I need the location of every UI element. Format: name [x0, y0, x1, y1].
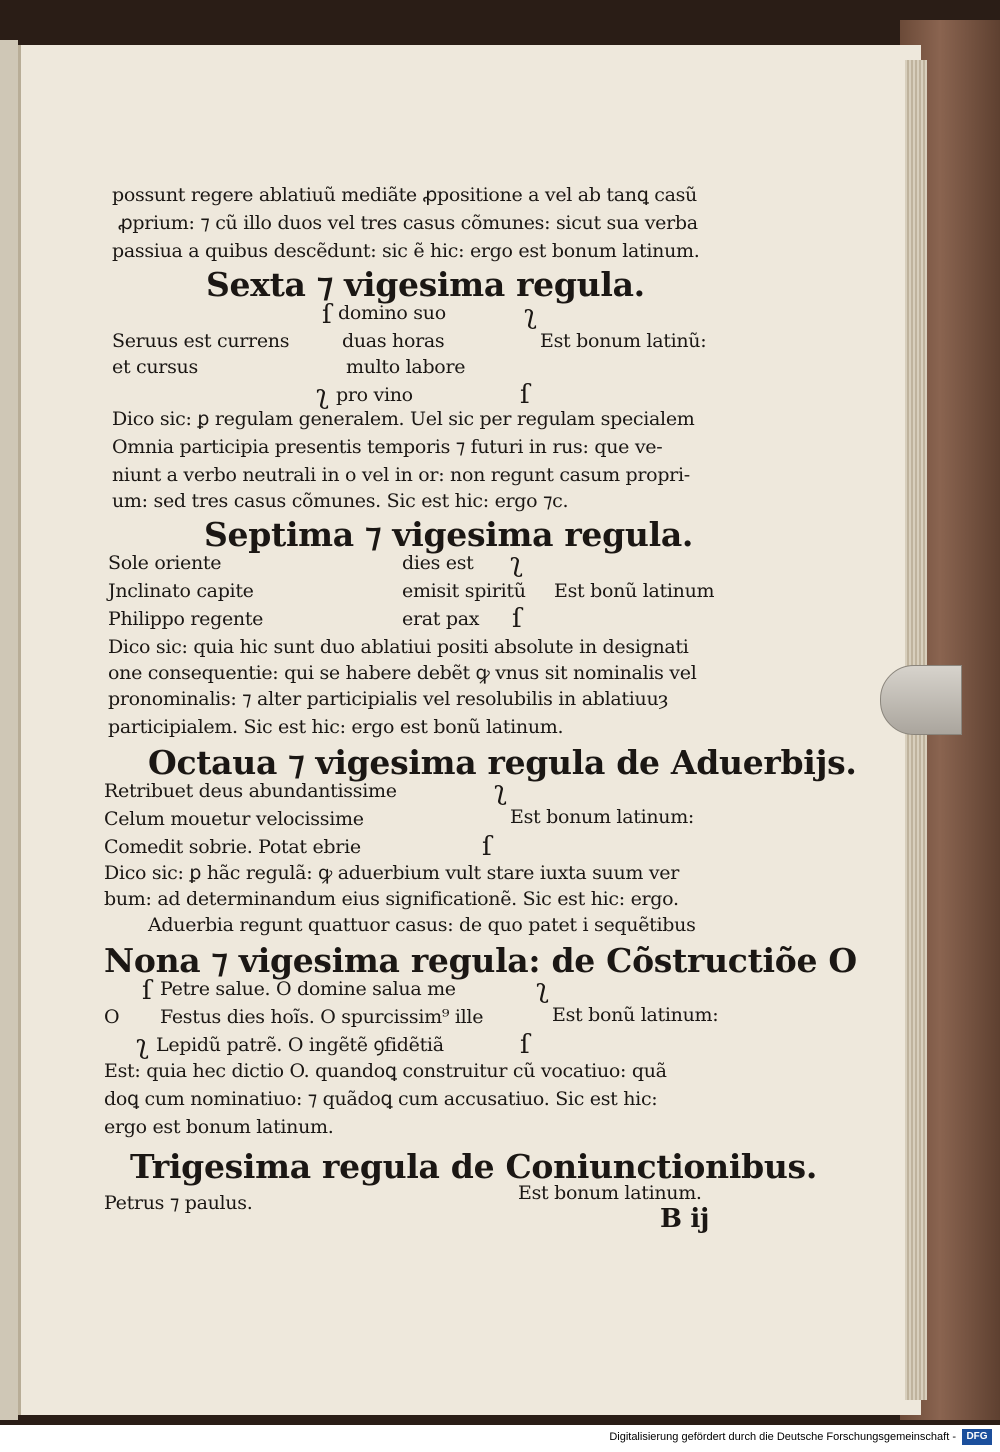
- text-line: doꝗ cum nominatiuo: ⁊ quãdoꝗ cum accusatiuo. Sic est hic:: [104, 1088, 658, 1110]
- text-line: domino suo: [338, 302, 446, 324]
- text-line: Petre salue. O domine salua me: [160, 978, 456, 1000]
- brace-symbol: ʅ: [536, 974, 549, 1004]
- text-line: bum: ad determinandum eius significationẽ. Sic est hic: ergo.: [104, 888, 679, 910]
- text-line: Retribuet deus abundantissime: [104, 780, 397, 802]
- section-heading: Sexta ⁊ vigesima regula.: [206, 265, 645, 304]
- text-line: one consequentie: qui se habere debẽt ꝙ vnus sit nominalis vel: [108, 662, 697, 684]
- text-line: Lepidũ patrẽ. O ingẽtẽ ꝯfidẽtiã: [156, 1034, 444, 1056]
- brace-symbol: ʅ: [524, 300, 537, 330]
- text-line: Festus dies hoĩs. O spurcissim⁹ ille: [160, 1006, 484, 1028]
- page-clip: [880, 665, 962, 735]
- text-line: duas horas: [342, 330, 445, 352]
- text-line: Est bonum latinum:: [510, 806, 695, 828]
- brace-symbol: ʅ: [136, 1030, 149, 1060]
- text-line: O: [104, 1006, 120, 1028]
- text-line: emisit spiritũ: [402, 580, 526, 602]
- text-line: niunt a verbo neutrali in o vel in or: non regunt casum propri-: [112, 464, 690, 486]
- text-line: Est bonum latinũ:: [540, 330, 707, 352]
- text-line: dies est: [402, 552, 474, 574]
- text-line: pronominalis: ⁊ alter participialis vel resolubilis in ablatiuuȝ: [108, 688, 669, 710]
- text-line: multo labore: [346, 356, 466, 378]
- text-line: participialem. Sic est hic: ergo est bonũ latinum.: [108, 716, 564, 738]
- footer-bar: [0, 1425, 1000, 1452]
- section-heading: Nona ⁊ vigesima regula: de Cõstructiõe O: [104, 941, 857, 980]
- text-line: et cursus: [112, 356, 198, 378]
- brace-symbol: ʅ: [510, 548, 523, 578]
- text-line: erat pax: [402, 608, 480, 630]
- text-line: Sole oriente: [108, 552, 222, 574]
- text-line: ꝓprium: ⁊ cũ illo duos vel tres casus cõmunes: sicut sua verba: [118, 212, 698, 234]
- brace-symbol: ʅ: [316, 380, 329, 410]
- text-line: Philippo regente: [108, 608, 264, 630]
- brace-symbol: ſ: [512, 604, 522, 634]
- text-line: Dico sic: ꝑ regulam generalem. Uel sic per regulam specialem: [112, 408, 695, 430]
- text-line: pro vino: [336, 384, 413, 406]
- brace-symbol: ſ: [520, 380, 530, 410]
- text-line: possunt regere ablatiuũ mediãte ꝓpositione a vel ab tanꝗ casũ: [112, 184, 697, 206]
- text-line: Est bonũ latinum:: [552, 1004, 719, 1026]
- section-heading: Trigesima regula de Coniunctionibus.: [130, 1147, 818, 1186]
- text-line: Est: quia hec dictio O. quandoꝗ construitur cũ vocatiuo: quã: [104, 1060, 667, 1082]
- text-line: Dico sic: ꝑ hãc regulã: ꝙ aduerbium vult stare iuxta suum ver: [104, 862, 680, 884]
- text-line: Seruus est currens: [112, 330, 290, 352]
- text-line: um: sed tres casus cõmunes. Sic est hic: ergo ⁊c.: [112, 490, 569, 512]
- signature-mark: B ij: [660, 1204, 710, 1234]
- text-line: Celum mouetur velocissime: [104, 808, 364, 830]
- footer-credit: Digitalisierung gefördert durch die Deutsche Forschungsgemeinschaft -: [609, 1431, 956, 1443]
- text-line: Jnclinato capite: [108, 580, 254, 602]
- text-line: Dico sic: quia hic sunt duo ablatiui positi absolute in designati: [108, 636, 689, 658]
- text-line: Comedit sobrie. Potat ebrie: [104, 836, 361, 858]
- brace-symbol: ſ: [322, 300, 332, 330]
- text-line: ergo est bonum latinum.: [104, 1116, 334, 1138]
- text-line: passiua a quibus descẽdunt: sic ẽ hic: ergo est bonum latinum.: [112, 240, 700, 262]
- brace-symbol: ʅ: [494, 776, 507, 806]
- brace-symbol: ſ: [520, 1030, 530, 1060]
- section-heading: Septima ⁊ vigesima regula.: [204, 515, 694, 554]
- brace-symbol: ſ: [482, 832, 492, 862]
- dfg-logo: DFG: [962, 1429, 992, 1445]
- text-line: Petrus ⁊ paulus.: [104, 1192, 253, 1214]
- text-line: Aduerbia regunt quattuor casus: de quo patet i sequẽtibus: [148, 914, 696, 936]
- left-page-edge: [0, 40, 18, 1420]
- text-line: Omnia participia presentis temporis ⁊ futuri in rus: que ve-: [112, 436, 663, 458]
- section-heading: Octaua ⁊ vigesima regula de Aduerbijs.: [148, 743, 857, 782]
- text-line: Est bonũ latinum: [554, 580, 715, 602]
- text-line: Est bonum latinum.: [518, 1182, 702, 1204]
- brace-symbol: ſ: [142, 976, 152, 1006]
